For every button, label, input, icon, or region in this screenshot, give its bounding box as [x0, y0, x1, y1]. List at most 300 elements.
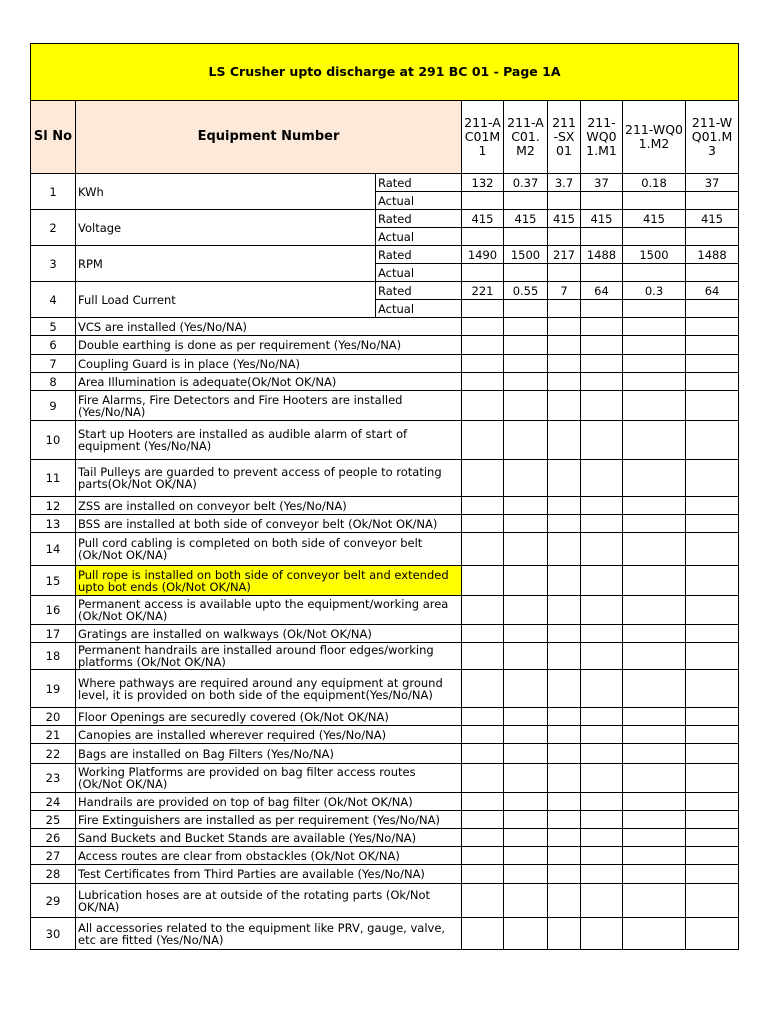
actual-value-cell[interactable]: [623, 264, 686, 282]
status-cell[interactable]: [504, 373, 548, 391]
status-cell[interactable]: [581, 726, 623, 744]
rated-value: 221: [462, 282, 504, 300]
header-equipment-col: 211-AC01.M2: [504, 101, 548, 174]
status-cell[interactable]: [623, 865, 686, 884]
sl-number: 22: [31, 744, 76, 764]
status-cell[interactable]: [462, 884, 504, 918]
header-equipment-number: Equipment Number: [76, 101, 462, 174]
checklist-item: Permanent handrails are installed around floor edges/working platforms (Ok/Not OK/NA): [76, 643, 462, 670]
rated-value: 415: [623, 210, 686, 228]
status-cell[interactable]: [462, 811, 504, 829]
status-cell[interactable]: [548, 670, 581, 708]
status-cell[interactable]: [623, 421, 686, 460]
checklist-item: ZSS are installed on conveyor belt (Yes/No/NA): [76, 497, 462, 515]
rated-value: 1500: [623, 246, 686, 264]
status-cell[interactable]: [462, 596, 504, 625]
actual-value-cell[interactable]: [623, 228, 686, 246]
checklist-table: [30, 43, 739, 950]
status-cell[interactable]: [581, 811, 623, 829]
status-cell[interactable]: [686, 460, 739, 497]
status-cell[interactable]: [623, 391, 686, 421]
status-cell[interactable]: [623, 318, 686, 336]
checklist-item: Start up Hooters are installed as audible alarm of start of equipment (Yes/No/NA): [76, 421, 462, 460]
status-cell[interactable]: [581, 884, 623, 918]
status-cell[interactable]: [581, 497, 623, 515]
status-cell[interactable]: [462, 918, 504, 950]
status-cell[interactable]: [462, 708, 504, 726]
status-cell[interactable]: [504, 460, 548, 497]
sl-number: 20: [31, 708, 76, 726]
status-cell[interactable]: [548, 918, 581, 950]
rated-value: 1490: [462, 246, 504, 264]
checklist-item: Double earthing is done as per requirement (Yes/No/NA): [76, 336, 462, 355]
status-cell[interactable]: [581, 865, 623, 884]
actual-value-cell[interactable]: [462, 192, 504, 210]
status-cell[interactable]: [581, 708, 623, 726]
status-cell[interactable]: [504, 566, 548, 596]
rated-label: Rated: [376, 174, 462, 192]
actual-value-cell[interactable]: [462, 300, 504, 318]
status-cell[interactable]: [581, 373, 623, 391]
rated-value: 0.37: [504, 174, 548, 192]
status-cell[interactable]: [623, 373, 686, 391]
status-cell[interactable]: [686, 865, 739, 884]
status-cell[interactable]: [623, 744, 686, 764]
table-row: [31, 764, 739, 793]
status-cell[interactable]: [462, 865, 504, 884]
sl-number: 2: [31, 210, 76, 246]
status-cell[interactable]: [462, 625, 504, 643]
actual-value-cell[interactable]: [504, 264, 548, 282]
actual-value-cell[interactable]: [686, 300, 739, 318]
table-row: [31, 670, 739, 708]
rated-value: 1500: [504, 246, 548, 264]
table-row: [31, 918, 739, 950]
status-cell[interactable]: [623, 670, 686, 708]
checklist-item: BSS are installed at both side of conveyor belt (Ok/Not OK/NA): [76, 515, 462, 533]
status-cell[interactable]: [686, 318, 739, 336]
header-equipment-col: 211-WQ01.M1: [581, 101, 623, 174]
checklist-item: Access routes are clear from obstackles (Ok/Not OK/NA): [76, 847, 462, 865]
sl-number: 10: [31, 421, 76, 460]
actual-value-cell[interactable]: [548, 192, 581, 210]
table-row: [31, 793, 739, 811]
sl-number: 19: [31, 670, 76, 708]
table-row: [31, 533, 739, 566]
status-cell[interactable]: [581, 764, 623, 793]
actual-value-cell[interactable]: [623, 300, 686, 318]
status-cell[interactable]: [623, 884, 686, 918]
status-cell[interactable]: [581, 421, 623, 460]
table-row: [31, 497, 739, 515]
status-cell[interactable]: [462, 829, 504, 847]
actual-value-cell[interactable]: [504, 300, 548, 318]
rated-value: 0.18: [623, 174, 686, 192]
status-cell[interactable]: [548, 421, 581, 460]
status-cell[interactable]: [686, 918, 739, 950]
status-cell[interactable]: [686, 811, 739, 829]
table-row: [31, 566, 739, 596]
checklist-item: Floor Openings are securedly covered (Ok/Not OK/NA): [76, 708, 462, 726]
status-cell[interactable]: [504, 355, 548, 373]
actual-value-cell[interactable]: [686, 228, 739, 246]
status-cell[interactable]: [686, 726, 739, 744]
actual-value-cell[interactable]: [504, 192, 548, 210]
sl-number: 3: [31, 246, 76, 282]
status-cell[interactable]: [504, 708, 548, 726]
status-cell[interactable]: [686, 421, 739, 460]
actual-label: Actual: [376, 228, 462, 246]
actual-label: Actual: [376, 264, 462, 282]
status-cell[interactable]: [462, 336, 504, 355]
status-cell[interactable]: [686, 596, 739, 625]
status-cell[interactable]: [548, 764, 581, 793]
status-cell[interactable]: [462, 533, 504, 566]
status-cell[interactable]: [548, 391, 581, 421]
status-cell[interactable]: [548, 865, 581, 884]
table-row: [31, 460, 739, 497]
actual-value-cell[interactable]: [686, 192, 739, 210]
status-cell[interactable]: [462, 764, 504, 793]
actual-value-cell[interactable]: [581, 300, 623, 318]
status-cell[interactable]: [504, 865, 548, 884]
status-cell[interactable]: [548, 829, 581, 847]
status-cell[interactable]: [462, 793, 504, 811]
actual-value-cell[interactable]: [581, 264, 623, 282]
status-cell[interactable]: [462, 318, 504, 336]
rated-value: 415: [462, 210, 504, 228]
status-cell[interactable]: [581, 847, 623, 865]
table-row: [31, 744, 739, 764]
sl-number: 8: [31, 373, 76, 391]
status-cell[interactable]: [623, 764, 686, 793]
status-cell[interactable]: [504, 726, 548, 744]
status-cell[interactable]: [504, 625, 548, 643]
checklist-item: Area Illumination is adequate(Ok/Not OK/NA): [76, 373, 462, 391]
status-cell[interactable]: [686, 391, 739, 421]
sl-number: 4: [31, 282, 76, 318]
status-cell[interactable]: [581, 829, 623, 847]
checklist-item: Sand Buckets and Bucket Stands are available (Yes/No/NA): [76, 829, 462, 847]
status-cell[interactable]: [548, 373, 581, 391]
sl-number: 13: [31, 515, 76, 533]
status-cell[interactable]: [581, 318, 623, 336]
status-cell[interactable]: [504, 847, 548, 865]
rated-value: 1488: [581, 246, 623, 264]
rated-value: 7: [548, 282, 581, 300]
status-cell[interactable]: [462, 643, 504, 670]
status-cell[interactable]: [504, 670, 548, 708]
status-cell[interactable]: [686, 336, 739, 355]
status-cell[interactable]: [623, 726, 686, 744]
status-cell[interactable]: [686, 764, 739, 793]
status-cell[interactable]: [623, 811, 686, 829]
status-cell[interactable]: [462, 515, 504, 533]
actual-label: Actual: [376, 300, 462, 318]
status-cell[interactable]: [504, 811, 548, 829]
table-row: [31, 865, 739, 884]
status-cell[interactable]: [581, 625, 623, 643]
status-cell[interactable]: [548, 726, 581, 744]
checklist-item: Pull rope is installed on both side of conveyor belt and extended upto bot ends (Ok/Not OK/NA): [76, 566, 462, 596]
sl-number: 29: [31, 884, 76, 918]
status-cell[interactable]: [686, 355, 739, 373]
status-cell[interactable]: [462, 847, 504, 865]
checklist-item: All accessories related to the equipment like PRV, gauge, valve, etc are fitted (Yes/No/NA): [76, 918, 462, 950]
status-cell[interactable]: [504, 829, 548, 847]
table-row: [31, 726, 739, 744]
checklist-item: Working Platforms are provided on bag filter access routes (Ok/Not OK/NA): [76, 764, 462, 793]
status-cell[interactable]: [686, 566, 739, 596]
table-row: [31, 847, 739, 865]
checklist-item: Where pathways are required around any equipment at ground level, it is provided on both side of the equipment(Yes/No/NA): [76, 670, 462, 708]
sl-number: 1: [31, 174, 76, 210]
sheet-title: LS Crusher upto discharge at 291 BC 01 - Page 1A: [31, 44, 739, 101]
checklist-item: Lubrication hoses are at outside of the rotating parts (Ok/Not OK/NA): [76, 884, 462, 918]
status-cell[interactable]: [686, 643, 739, 670]
status-cell[interactable]: [686, 625, 739, 643]
status-cell[interactable]: [548, 744, 581, 764]
status-cell[interactable]: [504, 421, 548, 460]
sl-number: 15: [31, 566, 76, 596]
status-cell[interactable]: [504, 884, 548, 918]
status-cell[interactable]: [548, 643, 581, 670]
status-cell[interactable]: [504, 497, 548, 515]
status-cell[interactable]: [548, 811, 581, 829]
actual-value-cell[interactable]: [462, 264, 504, 282]
status-cell[interactable]: [504, 533, 548, 566]
header-equipment-col: 211-SX01: [548, 101, 581, 174]
sl-number: 6: [31, 336, 76, 355]
checklist-item: Tail Pulleys are guarded to prevent access of people to rotating parts(Ok/Not OK/NA): [76, 460, 462, 497]
sl-number: 7: [31, 355, 76, 373]
status-cell[interactable]: [504, 318, 548, 336]
table-row: [31, 373, 739, 391]
status-cell[interactable]: [623, 460, 686, 497]
sl-number: 12: [31, 497, 76, 515]
status-cell[interactable]: [504, 764, 548, 793]
sl-number: 9: [31, 391, 76, 421]
status-cell[interactable]: [686, 533, 739, 566]
sl-number: 5: [31, 318, 76, 336]
status-cell[interactable]: [504, 793, 548, 811]
status-cell[interactable]: [623, 918, 686, 950]
status-cell[interactable]: [686, 515, 739, 533]
actual-value-cell[interactable]: [581, 228, 623, 246]
rated-value: 37: [686, 174, 739, 192]
status-cell[interactable]: [462, 391, 504, 421]
status-cell[interactable]: [686, 670, 739, 708]
status-cell[interactable]: [686, 708, 739, 726]
sl-number: 18: [31, 643, 76, 670]
parameter-name: KWh: [76, 174, 376, 210]
rated-label: Rated: [376, 246, 462, 264]
sl-number: 21: [31, 726, 76, 744]
rated-value: 3.7: [548, 174, 581, 192]
status-cell[interactable]: [581, 515, 623, 533]
status-cell[interactable]: [623, 625, 686, 643]
sl-number: 14: [31, 533, 76, 566]
status-cell[interactable]: [504, 336, 548, 355]
status-cell[interactable]: [462, 744, 504, 764]
status-cell[interactable]: [581, 670, 623, 708]
status-cell[interactable]: [623, 566, 686, 596]
status-cell[interactable]: [548, 596, 581, 625]
status-cell[interactable]: [623, 847, 686, 865]
table-row: [31, 174, 739, 192]
status-cell[interactable]: [504, 391, 548, 421]
status-cell[interactable]: [462, 355, 504, 373]
sl-number: 17: [31, 625, 76, 643]
status-cell[interactable]: [623, 336, 686, 355]
actual-value-cell[interactable]: [623, 192, 686, 210]
status-cell[interactable]: [581, 460, 623, 497]
sl-number: 26: [31, 829, 76, 847]
status-cell[interactable]: [686, 373, 739, 391]
status-cell[interactable]: [548, 460, 581, 497]
status-cell[interactable]: [686, 847, 739, 865]
status-cell[interactable]: [623, 596, 686, 625]
sl-number: 28: [31, 865, 76, 884]
status-cell[interactable]: [623, 643, 686, 670]
status-cell[interactable]: [462, 497, 504, 515]
status-cell[interactable]: [581, 566, 623, 596]
actual-value-cell[interactable]: [504, 228, 548, 246]
rated-value: 64: [686, 282, 739, 300]
sl-number: 27: [31, 847, 76, 865]
status-cell[interactable]: [548, 884, 581, 918]
status-cell[interactable]: [686, 829, 739, 847]
rated-value: 1488: [686, 246, 739, 264]
status-cell[interactable]: [686, 884, 739, 918]
status-cell[interactable]: [548, 793, 581, 811]
status-cell[interactable]: [581, 355, 623, 373]
status-cell[interactable]: [548, 336, 581, 355]
sl-number: 23: [31, 764, 76, 793]
table-row: [31, 625, 739, 643]
parameter-name: Full Load Current: [76, 282, 376, 318]
sl-number: 24: [31, 793, 76, 811]
status-cell[interactable]: [581, 744, 623, 764]
actual-value-cell[interactable]: [581, 192, 623, 210]
status-cell[interactable]: [548, 355, 581, 373]
checklist-item: Pull cord cabling is completed on both side of conveyor belt (Ok/Not OK/NA): [76, 533, 462, 566]
status-cell[interactable]: [581, 336, 623, 355]
checklist-item: Test Certificates from Third Parties are available (Yes/No/NA): [76, 865, 462, 884]
status-cell[interactable]: [581, 643, 623, 670]
status-cell[interactable]: [623, 829, 686, 847]
rated-value: 415: [686, 210, 739, 228]
status-cell[interactable]: [623, 793, 686, 811]
actual-value-cell[interactable]: [548, 264, 581, 282]
status-cell[interactable]: [581, 793, 623, 811]
status-cell[interactable]: [686, 497, 739, 515]
status-cell[interactable]: [581, 918, 623, 950]
status-cell[interactable]: [462, 421, 504, 460]
table-row: [31, 811, 739, 829]
parameter-name: Voltage: [76, 210, 376, 246]
status-cell[interactable]: [548, 515, 581, 533]
rated-label: Rated: [376, 282, 462, 300]
table-row: [31, 355, 739, 373]
table-row: [31, 391, 739, 421]
checklist-item: Fire Alarms, Fire Detectors and Fire Hooters are installed (Yes/No/NA): [76, 391, 462, 421]
checklist-item: Coupling Guard is in place (Yes/No/NA): [76, 355, 462, 373]
status-cell[interactable]: [623, 355, 686, 373]
checklist-item: Permanent access is available upto the equipment/working area (Ok/Not OK/NA): [76, 596, 462, 625]
rated-value: 132: [462, 174, 504, 192]
table-row: [31, 282, 739, 300]
rated-value: 0.55: [504, 282, 548, 300]
status-cell[interactable]: [548, 847, 581, 865]
status-cell[interactable]: [462, 726, 504, 744]
status-cell[interactable]: [623, 708, 686, 726]
actual-value-cell[interactable]: [686, 264, 739, 282]
table-row: [31, 421, 739, 460]
status-cell[interactable]: [581, 533, 623, 566]
status-cell[interactable]: [504, 918, 548, 950]
status-cell[interactable]: [504, 744, 548, 764]
status-cell[interactable]: [504, 515, 548, 533]
table-row: [31, 884, 739, 918]
rated-value: 37: [581, 174, 623, 192]
rated-value: 415: [548, 210, 581, 228]
status-cell[interactable]: [548, 708, 581, 726]
status-cell[interactable]: [504, 596, 548, 625]
status-cell[interactable]: [548, 318, 581, 336]
checklist-item: Canopies are installed wherever required (Yes/No/NA): [76, 726, 462, 744]
table-row: [31, 246, 739, 264]
status-cell[interactable]: [462, 373, 504, 391]
table-row: [31, 318, 739, 336]
status-cell[interactable]: [686, 744, 739, 764]
header-equipment-col: 211-WQ01.M3: [686, 101, 739, 174]
actual-value-cell[interactable]: [548, 228, 581, 246]
table-row: [31, 210, 739, 228]
sl-number: 30: [31, 918, 76, 950]
status-cell[interactable]: [623, 533, 686, 566]
status-cell[interactable]: [462, 670, 504, 708]
checklist-item: Bags are installed on Bag Filters (Yes/No/NA): [76, 744, 462, 764]
rated-value: 217: [548, 246, 581, 264]
status-cell[interactable]: [548, 625, 581, 643]
status-cell[interactable]: [548, 533, 581, 566]
checklist-item: VCS are installed (Yes/No/NA): [76, 318, 462, 336]
status-cell[interactable]: [548, 497, 581, 515]
status-cell[interactable]: [623, 515, 686, 533]
header-equipment-col: 211-WQ01.M2: [623, 101, 686, 174]
table-row: [31, 596, 739, 625]
rated-value: 0.3: [623, 282, 686, 300]
rated-value: 64: [581, 282, 623, 300]
table-row: [31, 336, 739, 355]
status-cell[interactable]: [548, 566, 581, 596]
rated-value: 415: [504, 210, 548, 228]
status-cell[interactable]: [462, 460, 504, 497]
checklist-item: Fire Extinguishers are installed as per requirement (Yes/No/NA): [76, 811, 462, 829]
status-cell[interactable]: [581, 596, 623, 625]
status-cell[interactable]: [623, 497, 686, 515]
actual-value-cell[interactable]: [462, 228, 504, 246]
status-cell[interactable]: [581, 391, 623, 421]
status-cell[interactable]: [504, 643, 548, 670]
table-row: [31, 829, 739, 847]
status-cell[interactable]: [686, 793, 739, 811]
actual-value-cell[interactable]: [548, 300, 581, 318]
header-equipment-col: 211-AC01M1: [462, 101, 504, 174]
status-cell[interactable]: [462, 566, 504, 596]
actual-label: Actual: [376, 192, 462, 210]
